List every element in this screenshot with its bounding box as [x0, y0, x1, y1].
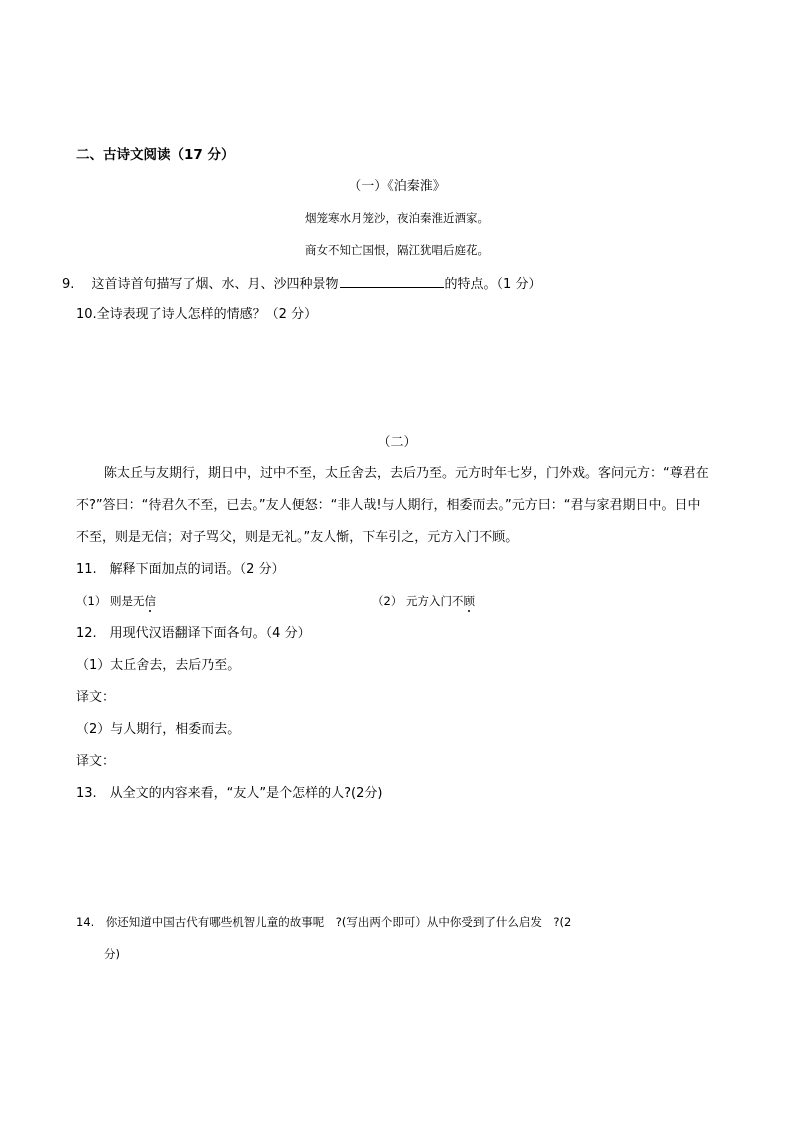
passage-title: （二）	[377, 435, 417, 450]
question-9-text: 9. 这首诗首句描写了烟、水、月、沙四种景物	[62, 277, 339, 292]
poem-line-1: 烟笼寒水月笼沙，夜泊秦淮近酒家。	[305, 211, 489, 225]
passage-line-1: 陈太丘与友期行，期日中，过中不至，太丘舍去，去后乃至。元方时年七岁，门外戏。客问元方：“尊君在	[104, 466, 709, 481]
answer-blank[interactable]	[340, 274, 444, 288]
item-text: 元方入门不	[405, 594, 464, 608]
question-9-suffix: 的特点。（1 分）	[444, 277, 542, 292]
passage-line-3: 不至，则是无信；对子骂父，则是无礼。”友人惭，下车引之，元方入门不顾。	[76, 530, 519, 545]
translation-label-1: 译文：	[76, 690, 116, 705]
item-number: （1）	[76, 594, 107, 608]
question-13: 13. 从全文的内容来看，“友人”是个怎样的人?(2分)	[76, 786, 383, 801]
question-12-sentence-2: （2）与人期行，相委而去。	[76, 722, 241, 737]
question-11-item-2	[372, 592, 475, 610]
question-10: 10.全诗表现了诗人怎样的情感？（2 分）	[76, 307, 318, 322]
item-text: 则是无	[109, 594, 145, 608]
dotted-word: 信	[144, 594, 156, 608]
section-title: 二、古诗文阅读（17 分）	[76, 147, 235, 163]
passage-line-2: 不?”答曰：“待君久不至，已去。”友人便怒：“非人哉!与人期行，相委而去。”元方曰：“君与家君期日中。日中	[76, 498, 701, 513]
translation-label-2: 译文：	[76, 754, 116, 769]
item-number: （2）	[372, 594, 403, 608]
question-14-line-2: 分)	[104, 947, 120, 961]
dotted-word: 顾	[463, 594, 475, 608]
poem-title: （一）《泊秦淮》	[348, 179, 446, 194]
question-12: 12. 用现代汉语翻译下面各句。（4 分）	[76, 626, 311, 641]
question-9	[62, 274, 541, 294]
poem-line-2: 商女不知亡国恨，隔江犹唱后庭花。	[305, 243, 489, 257]
question-14-line-1: 14. 你还知道中国古代有哪些机智儿童的故事呢 ?(写出两个即可）从中你受到了什么启发 ?(2	[76, 915, 572, 929]
question-12-sentence-1: （1）太丘舍去，去后乃至。	[76, 658, 241, 673]
question-11: 11. 解释下面加点的词语。（2 分）	[76, 562, 285, 577]
question-11-item-1	[76, 592, 156, 610]
